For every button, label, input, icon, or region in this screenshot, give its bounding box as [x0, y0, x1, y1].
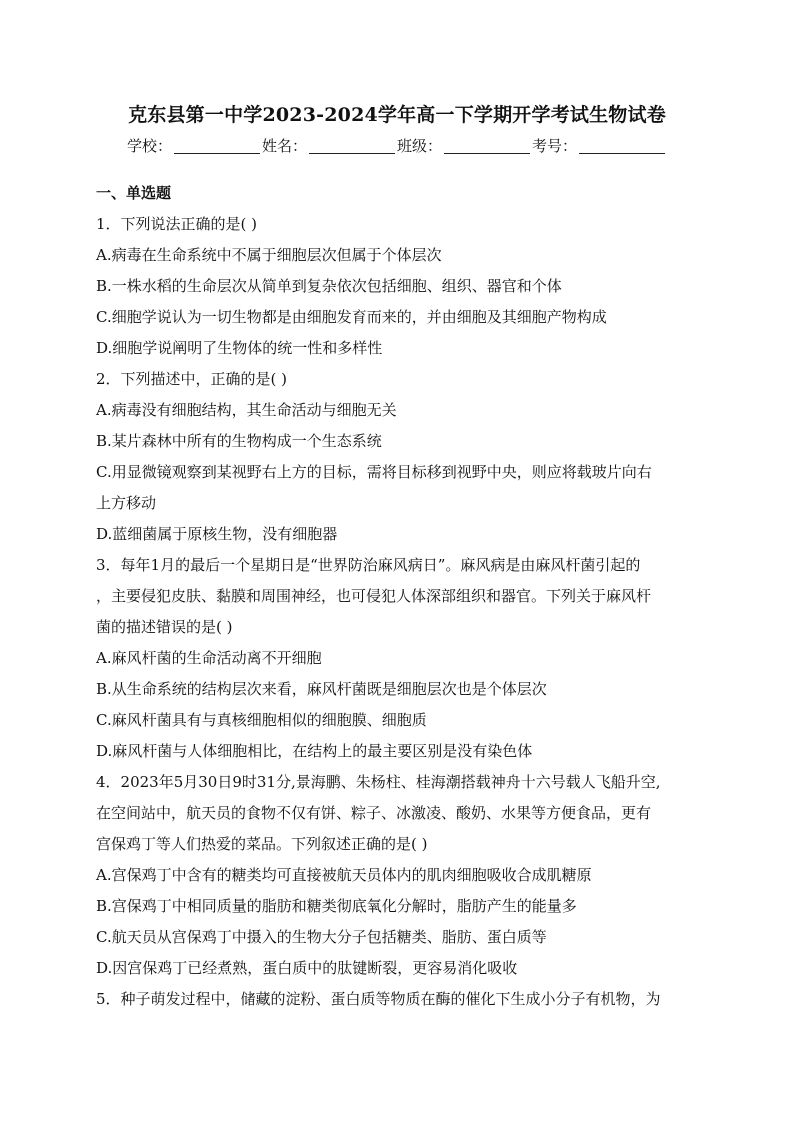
school-label: 学校： — [126, 137, 172, 155]
student-info-row — [0, 135, 794, 156]
name-label: 姓名： — [261, 137, 307, 155]
question-list — [96, 178, 708, 1015]
option-a: A.宫保鸡丁中含有的糖类均可直接被航天员体内的肌肉细胞吸收合成肌糖原 — [96, 866, 592, 884]
question-stem: 5．种子萌发过程中，储藏的淀粉、蛋白质等物质在酶的催化下生成小分子有机物，为 — [96, 990, 661, 1008]
option-d: D.麻风杆菌与人体细胞相比，在结构上的最主要区别是没有染色体 — [96, 742, 533, 760]
name-blank — [309, 139, 395, 154]
option-c: C.细胞学说认为一切生物都是由细胞发育而来的，并由细胞及其细胞产物构成 — [96, 308, 607, 326]
option-b: B.某片森林中所有的生物构成一个生态系统 — [96, 432, 382, 450]
exam-number-blank — [579, 139, 665, 154]
question-stem: 1．下列说法正确的是( ) — [96, 215, 258, 233]
option-d: D.因宫保鸡丁已经煮熟，蛋白质中的肽键断裂，更容易消化吸收 — [96, 959, 518, 977]
option-c: C.用显微镜观察到某视野右上方的目标，需将目标移到视野中央，则应将载玻片向右 — [96, 463, 652, 481]
question-stem-continued: 在空间站中，航天员的食物不仅有饼、粽子、冰激凌、酸奶、水果等方便食品，更有 — [96, 804, 652, 822]
option-b: B.宫保鸡丁中相同质量的脂肪和糖类彻底氧化分解时，脂肪产生的能量多 — [96, 897, 577, 915]
question-stem-continued: 宫保鸡丁等人们热爱的菜品。下列叙述正确的是( ) — [96, 835, 428, 853]
question-2 — [96, 364, 708, 550]
option-b: B.从生命系统的结构层次来看，麻风杆菌既是细胞层次也是个体层次 — [96, 680, 547, 698]
option-a: A.病毒没有细胞结构，其生命活动与细胞无关 — [96, 401, 397, 419]
question-stem: 4．2023年5月30日9时31分,景海鹏、朱杨柱、桂海潮搭载神舟十六号载人飞船升空, — [96, 773, 661, 791]
option-a: A.麻风杆菌的生命活动离不开细胞 — [96, 649, 322, 667]
question-stem: 3．每年1月的最后一个星期日是“世界防治麻风病日”。麻风病是由麻风杆菌引起的 — [96, 556, 641, 574]
question-stem: 2．下列描述中，正确的是( ) — [96, 370, 288, 388]
option-d: D.细胞学说阐明了生物体的统一性和多样性 — [96, 339, 383, 357]
option-a: A.病毒在生命系统中不属于细胞层次但属于个体层次 — [96, 246, 442, 264]
question-3 — [96, 550, 708, 767]
class-blank — [444, 139, 530, 154]
option-c: C.航天员从宫保鸡丁中摄入的生物大分子包括糖类、脂肪、蛋白质等 — [96, 928, 547, 946]
class-label: 班级： — [397, 137, 443, 155]
exam-number-label: 考号： — [532, 137, 578, 155]
question-stem-continued: 菌的描述错误的是( ) — [96, 618, 233, 636]
school-blank — [174, 139, 260, 154]
question-stem-continued: ，主要侵犯皮肤、黏膜和周围神经，也可侵犯人体深部组织和器官。下列关于麻风杆 — [96, 587, 652, 605]
option-b: B.一株水稻的生命层次从简单到复杂依次包括细胞、组织、器官和个体 — [96, 277, 562, 295]
question-1 — [96, 209, 708, 364]
exam-title: 克东县第一中学2023-2024学年高一下学期开学考试生物试卷 — [128, 104, 666, 126]
option-c: C.麻风杆菌具有与真核细胞相似的细胞膜、细胞质 — [96, 711, 427, 729]
question-4 — [96, 767, 708, 984]
option-c-continued: 上方移动 — [96, 494, 157, 512]
option-d: D.蓝细菌属于原核生物，没有细胞器 — [96, 525, 338, 543]
question-5 — [96, 984, 708, 1015]
section-heading: 一、单选题 — [96, 184, 172, 202]
